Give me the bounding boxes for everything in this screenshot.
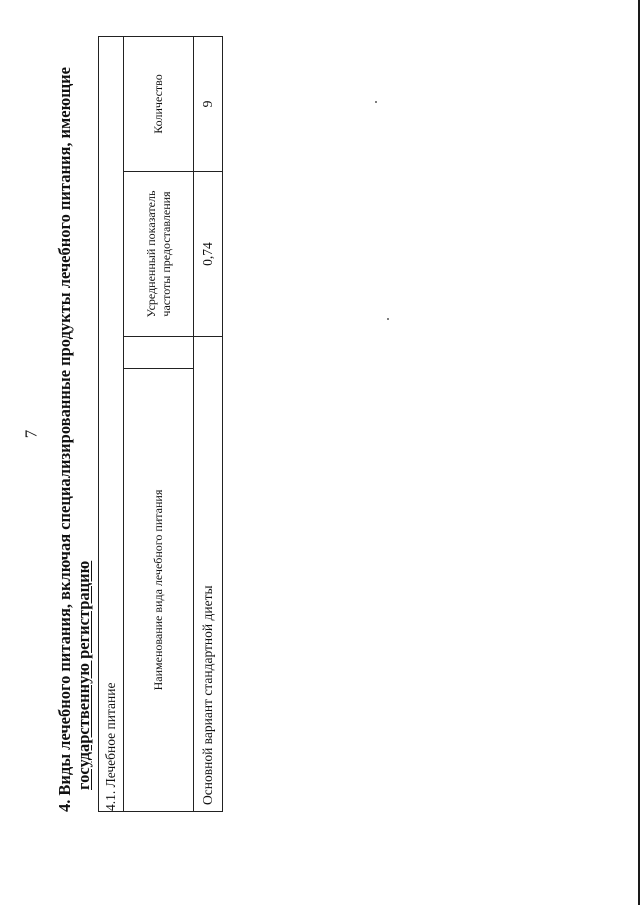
row-quantity-cell: 9 — [194, 36, 223, 171]
heading-word: продукты — [55, 292, 74, 366]
header-spacer — [124, 337, 194, 369]
heading-word: включая — [55, 533, 74, 600]
column-header-quantity: Количество — [124, 36, 194, 171]
heading-word: специализированные — [55, 369, 74, 530]
heading-line-1 — [55, 67, 74, 812]
heading-word: лечебного — [55, 675, 74, 750]
page-number: 7 — [21, 429, 41, 439]
table-header-row — [124, 36, 194, 811]
row-frequency-cell: 0,74 — [194, 172, 223, 337]
heading-word: лечебного — [55, 214, 74, 289]
diet-table — [98, 36, 223, 812]
heading-word: питания, — [55, 142, 74, 211]
heading-word: питания, — [55, 604, 74, 672]
section-heading — [55, 67, 93, 812]
table-section-row — [99, 36, 124, 811]
table-row — [194, 36, 223, 811]
heading-line-2: государственную регистрацию — [74, 560, 93, 790]
column-header-frequency: Усредненный показатель частоты предоставления — [124, 172, 194, 337]
column-header-name: Наименование вида лечебного питания — [124, 369, 194, 812]
row-name-cell: Основной вариант стандартной диеты — [194, 337, 223, 812]
section-label: 4.1. Лечебное питание — [99, 36, 124, 811]
heading-word: имеющие — [55, 67, 74, 139]
heading-word: Виды — [55, 753, 74, 796]
heading-number: 4. — [55, 799, 74, 812]
